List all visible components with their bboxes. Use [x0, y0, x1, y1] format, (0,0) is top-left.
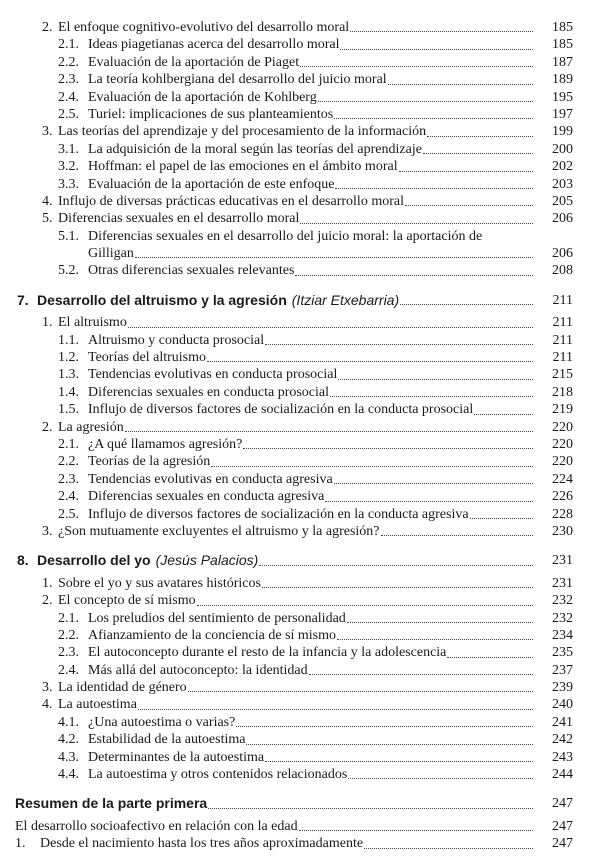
toc-entry — [0, 749, 600, 766]
entry-title: La agresión — [58, 419, 124, 435]
entry-title-with-leader — [88, 349, 533, 366]
entry-title: La identidad de género — [58, 680, 187, 696]
entry-title-with-leader — [88, 176, 533, 193]
entry-number: 2.2. — [58, 54, 79, 70]
toc-entry — [0, 471, 600, 488]
page-number: 232 — [552, 593, 573, 609]
toc-entry — [0, 488, 600, 505]
toc-entry — [0, 627, 600, 644]
entry-title: Afianzamiento de la conciencia de sí mismo — [88, 627, 337, 643]
page-number: 224 — [552, 471, 573, 487]
toc-entry — [0, 89, 600, 106]
toc-entry — [0, 401, 600, 418]
page-number: 185 — [552, 37, 573, 53]
entry-title-with-leader — [88, 436, 533, 453]
entry-number: 3. — [42, 523, 53, 539]
entry-number: 1. — [15, 836, 26, 852]
entry-number: 2.2. — [58, 454, 79, 470]
toc-chapter-heading — [0, 292, 600, 309]
entry-title-with-leader — [88, 644, 533, 661]
entry-title-with-leader — [58, 123, 533, 140]
dot-leader — [325, 488, 533, 501]
entry-number: 2.3. — [58, 72, 79, 88]
entry-number: 2. — [42, 419, 53, 435]
entry-title-with-leader — [58, 419, 533, 436]
page-number: 235 — [552, 645, 573, 661]
entry-number: 3.3. — [58, 176, 79, 192]
dot-leader — [259, 552, 533, 565]
toc-entry — [0, 384, 600, 401]
page-number: 247 — [552, 796, 573, 812]
entry-number: 1.2. — [58, 350, 79, 366]
entry-title: Ideas piagetianas acerca del desarrollo moral — [88, 37, 340, 53]
toc-entry — [0, 71, 600, 88]
entry-title: La teoría kohlbergiana del desarrollo del juicio moral — [88, 72, 387, 88]
dot-leader — [295, 262, 533, 275]
dot-leader — [348, 766, 533, 779]
entry-title-with-leader — [88, 506, 533, 523]
page-number: 215 — [552, 367, 573, 383]
dot-leader — [262, 575, 533, 588]
dot-leader — [338, 366, 533, 379]
entry-number: 2.4. — [58, 489, 79, 505]
toc-entry — [0, 610, 600, 627]
toc-entry — [0, 366, 600, 383]
dot-leader — [128, 314, 533, 327]
toc-entry — [0, 332, 600, 349]
entry-number: 4.4. — [58, 767, 79, 783]
dot-leader — [334, 471, 533, 484]
entry-title-with-leader — [58, 592, 533, 609]
entry-title: Evaluación de la aportación de Kohlberg — [88, 89, 317, 105]
toc-entry — [0, 453, 600, 470]
page-number: 234 — [552, 627, 573, 643]
dot-leader — [246, 731, 533, 744]
page-number: 219 — [552, 402, 573, 418]
dot-leader — [135, 245, 533, 258]
entry-title: La autoestima y otros contenidos relacionados — [88, 767, 348, 783]
page-number: 220 — [552, 454, 573, 470]
entry-title: La autoestima — [58, 697, 137, 713]
toc-entry — [0, 766, 600, 783]
entry-title-with-leader — [37, 552, 533, 569]
dot-leader — [188, 679, 533, 692]
dot-leader — [334, 106, 533, 119]
entry-number: 4.2. — [58, 732, 79, 748]
page-number: 195 — [552, 89, 573, 105]
page-number: 247 — [552, 836, 573, 852]
dot-leader — [337, 627, 533, 640]
dot-leader — [125, 419, 533, 432]
entry-number: 7. — [17, 291, 29, 308]
entry-title: El enfoque cognitivo-evolutivo del desarrollo moral — [58, 20, 350, 35]
page-number: 189 — [552, 72, 573, 88]
dot-leader — [300, 210, 533, 223]
dot-leader — [423, 141, 533, 154]
toc-entry — [0, 262, 600, 279]
page-number: 218 — [552, 384, 573, 400]
dot-leader — [400, 292, 533, 305]
entry-title: ¿Una autoestima o varias? — [88, 714, 236, 730]
entry-title-with-leader — [88, 106, 533, 123]
entry-title: El autoconcepto durante el resto de la infancia y la adolescencia — [88, 645, 447, 661]
toc-entry — [0, 523, 600, 540]
entry-title-with-leader — [15, 795, 533, 812]
chapter-author: (Itziar Etxebarria) — [291, 291, 400, 308]
entry-number: 1.3. — [58, 367, 79, 383]
entry-title: Estabilidad de la autoestima — [88, 732, 246, 748]
entry-title-with-leader — [88, 245, 533, 262]
entry-number: 2.1. — [58, 436, 79, 452]
entry-title-with-leader — [15, 818, 533, 835]
toc-entry — [0, 158, 600, 175]
page-number: 242 — [552, 732, 573, 748]
page-number: 232 — [552, 610, 573, 626]
toc-chapter-heading — [0, 552, 600, 569]
page-number: 197 — [552, 106, 573, 122]
dot-leader — [211, 453, 533, 466]
entry-number: 3. — [42, 124, 53, 140]
entry-title-with-leader — [88, 366, 533, 383]
entry-title: El desarrollo socioafectivo en relación con la edad — [15, 818, 298, 834]
dot-leader — [265, 332, 533, 345]
entry-title-with-leader — [88, 488, 533, 505]
toc-entry — [0, 36, 600, 53]
page-number: 205 — [552, 193, 573, 209]
page-number: 206 — [552, 211, 573, 227]
page-number: 239 — [552, 680, 573, 696]
entry-title: Tendencias evolutivas en conducta prosocial — [88, 367, 338, 383]
entry-title: Hoffman: el papel de las emociones en el ámbito moral — [88, 159, 398, 175]
page-number: 211 — [552, 292, 573, 308]
entry-title-with-leader — [88, 714, 533, 731]
entry-title-with-leader — [58, 210, 533, 227]
entry-title-with-leader — [88, 54, 533, 71]
toc-entry — [0, 245, 600, 262]
page-number: 185 — [552, 20, 573, 35]
toc-entry — [0, 714, 600, 731]
dot-leader — [236, 714, 533, 727]
entry-title: Desde el nacimiento hasta los tres años aproximadamente — [40, 836, 364, 852]
page-number: 200 — [552, 141, 573, 157]
entry-number: 2. — [42, 593, 53, 609]
dot-leader — [381, 523, 533, 536]
entry-number: 2.2. — [58, 627, 79, 643]
entry-title: La adquisición de la moral según las teorías del aprendizaje — [88, 141, 422, 157]
page-number: 243 — [552, 749, 573, 765]
chapter-author: (Jesús Palacios) — [155, 552, 259, 569]
entry-title-with-leader — [88, 262, 533, 279]
page-number: 226 — [552, 489, 573, 505]
page-number: 187 — [552, 54, 573, 70]
entry-title: Turiel: implicaciones de sus planteamientos — [88, 106, 334, 122]
page-number: 202 — [552, 159, 573, 175]
dot-leader — [335, 176, 533, 189]
dot-leader — [347, 610, 533, 623]
toc-entry — [0, 19, 600, 36]
entry-title-with-leader — [88, 662, 533, 679]
table-of-contents — [0, 19, 600, 853]
entry-title: Diferencias sexuales en el desarrollo moral — [58, 211, 300, 227]
dot-leader — [483, 228, 533, 241]
entry-number: 2.4. — [58, 662, 79, 678]
dot-leader — [340, 36, 533, 49]
entry-number: 3.1. — [58, 141, 79, 157]
entry-title: Sobre el yo y sus avatares históricos — [58, 575, 261, 591]
entry-title-with-leader — [58, 696, 533, 713]
toc-entry — [0, 210, 600, 227]
entry-title: Evaluación de la aportación de este enfoque — [88, 176, 335, 192]
entry-title: Altruismo y conducta prosocial — [88, 332, 265, 348]
toc-entry — [0, 835, 600, 852]
page-number: 240 — [552, 697, 573, 713]
entry-number: 8. — [17, 552, 29, 569]
entry-number: 2.1. — [58, 610, 79, 626]
entry-title: Diferencias sexuales en conducta prosocial — [88, 384, 330, 400]
entry-number: 5.2. — [58, 263, 79, 279]
page-number: 237 — [552, 662, 573, 678]
toc-entry — [0, 436, 600, 453]
entry-number: 5. — [42, 211, 53, 227]
entry-number: 2.1. — [58, 37, 79, 53]
dot-leader — [138, 696, 533, 709]
entry-number: 4.1. — [58, 714, 79, 730]
dot-leader — [447, 644, 533, 657]
entry-title: Las teorías del aprendizaje y del procesamiento de la información — [58, 124, 427, 140]
page-number: 220 — [552, 419, 573, 435]
page-number: 211 — [552, 350, 573, 366]
entry-number: 4.3. — [58, 749, 79, 765]
entry-title: Determinantes de la autoestima — [88, 749, 265, 765]
page-number: 241 — [552, 714, 573, 730]
toc-entry — [0, 575, 600, 592]
toc-entry — [0, 506, 600, 523]
entry-title-with-leader — [58, 523, 533, 540]
dot-leader — [207, 349, 533, 362]
entry-number: 1.4. — [58, 384, 79, 400]
toc-entry — [0, 123, 600, 140]
page-number: 230 — [552, 523, 573, 539]
entry-number: 4. — [42, 697, 53, 713]
entry-title: Tendencias evolutivas en conducta agresiva — [88, 471, 333, 487]
entry-title-with-leader — [88, 471, 533, 488]
entry-title-with-leader — [88, 71, 533, 88]
toc-entry — [0, 349, 600, 366]
dot-leader — [399, 158, 533, 171]
entry-title: Desarrollo del altruismo y la agresión — [37, 291, 287, 308]
entry-number: 1. — [42, 315, 53, 331]
page-number: 208 — [552, 263, 573, 279]
toc-entry — [0, 176, 600, 193]
dot-leader — [388, 71, 533, 84]
entry-number: 2.3. — [58, 471, 79, 487]
dot-leader — [330, 384, 533, 397]
entry-number: 1.1. — [58, 332, 79, 348]
page-number: 231 — [552, 575, 573, 591]
dot-leader — [197, 592, 533, 605]
entry-title: Teorías del altruismo — [88, 350, 206, 366]
page-number: 211 — [552, 315, 573, 331]
entry-title: Diferencias sexuales en el desarrollo del juicio moral: la aportación de — [88, 228, 483, 244]
dot-leader — [474, 401, 533, 414]
entry-title: Más allá del autoconcepto: la identidad — [88, 662, 308, 678]
entry-number: 3. — [42, 680, 53, 696]
entry-title: Influjo de diversos factores de socialización en la conducta prosocial — [88, 402, 474, 418]
entry-title-with-leader — [88, 36, 533, 53]
entry-number: 2.3. — [58, 645, 79, 661]
entry-number: 2. — [42, 20, 53, 35]
entry-title-with-leader — [88, 401, 533, 418]
entry-title-with-leader — [88, 731, 533, 748]
page-number: 211 — [552, 332, 573, 348]
page-number: 244 — [552, 767, 573, 783]
dot-leader — [299, 818, 533, 831]
dot-leader — [300, 54, 533, 67]
entry-title-with-leader — [88, 453, 533, 470]
dot-leader — [364, 835, 533, 848]
dot-leader — [309, 662, 533, 675]
entry-title: Desarrollo del yo — [37, 552, 151, 569]
entry-title: ¿Son mutuamente excluyentes el altruismo y la agresión? — [58, 523, 380, 539]
entry-title-with-leader — [88, 141, 533, 158]
entry-title-with-leader — [88, 627, 533, 644]
entry-title-with-leader — [58, 19, 533, 36]
entry-title-with-leader — [88, 228, 533, 245]
entry-number: 2.4. — [58, 89, 79, 105]
toc-entry — [0, 193, 600, 210]
entry-title: Teorías de la agresión — [88, 454, 211, 470]
entry-title: El concepto de sí mismo — [58, 593, 196, 609]
toc-entry — [0, 662, 600, 679]
entry-title-with-leader — [58, 193, 533, 210]
entry-number: 5.1. — [58, 228, 79, 244]
entry-number: 1. — [42, 575, 53, 591]
entry-title-with-leader — [58, 314, 533, 331]
toc-entry — [0, 314, 600, 331]
toc-entry — [0, 592, 600, 609]
toc-entry — [0, 141, 600, 158]
entry-title: El altruismo — [58, 315, 127, 331]
dot-leader — [470, 506, 533, 519]
toc-entry — [0, 419, 600, 436]
dot-leader — [405, 193, 533, 206]
entry-title: Influjo de diversos factores de socialización en la conducta agresiva — [88, 506, 469, 522]
entry-title-with-leader — [88, 384, 533, 401]
entry-number: 2.5. — [58, 106, 79, 122]
dot-leader — [318, 89, 533, 102]
dot-leader — [350, 19, 533, 32]
page-number: 228 — [552, 506, 573, 522]
dot-leader — [265, 749, 533, 762]
entry-number: 3.2. — [58, 159, 79, 175]
entry-number: 1.5. — [58, 402, 79, 418]
entry-title-with-leader — [58, 575, 533, 592]
entry-number: 4. — [42, 193, 53, 209]
entry-title: ¿A qué llamamos agresión? — [88, 436, 243, 452]
entry-number: 2.5. — [58, 506, 79, 522]
page-number: 199 — [552, 124, 573, 140]
toc-entry — [0, 106, 600, 123]
entry-title-with-leader — [88, 158, 533, 175]
entry-title-with-leader — [88, 766, 533, 783]
page-number: 220 — [552, 436, 573, 452]
entry-title-with-leader — [88, 89, 533, 106]
toc-entry — [0, 54, 600, 71]
entry-title: Gilligan — [88, 246, 134, 262]
page-number: 247 — [552, 818, 573, 834]
entry-title-with-leader — [88, 610, 533, 627]
toc-entry — [0, 818, 600, 835]
toc-entry — [0, 679, 600, 696]
dot-leader — [208, 795, 533, 808]
toc-chapter-heading — [0, 795, 600, 812]
page-number: 206 — [552, 246, 573, 262]
toc-entry — [0, 228, 600, 245]
entry-title-with-leader — [88, 749, 533, 766]
entry-title-with-leader — [58, 679, 533, 696]
toc-entry — [0, 644, 600, 661]
page-number: 203 — [552, 176, 573, 192]
entry-title-with-leader — [40, 835, 533, 852]
entry-title-with-leader — [37, 292, 533, 309]
toc-entry — [0, 731, 600, 748]
entry-title: Resumen de la parte primera — [15, 795, 208, 812]
entry-title: Diferencias sexuales en conducta agresiva — [88, 489, 325, 505]
toc-entry — [0, 696, 600, 713]
page-number: 231 — [552, 553, 573, 569]
entry-title: Influjo de diversas prácticas educativas en el desarrollo moral — [58, 193, 404, 209]
entry-title: Los preludios del sentimiento de personalidad — [88, 610, 346, 626]
entry-title: Evaluación de la aportación de Piaget — [88, 54, 300, 70]
dot-leader — [243, 436, 533, 449]
entry-title-with-leader — [88, 332, 533, 349]
entry-title: Otras diferencias sexuales relevantes — [88, 263, 295, 279]
dot-leader — [427, 123, 533, 136]
